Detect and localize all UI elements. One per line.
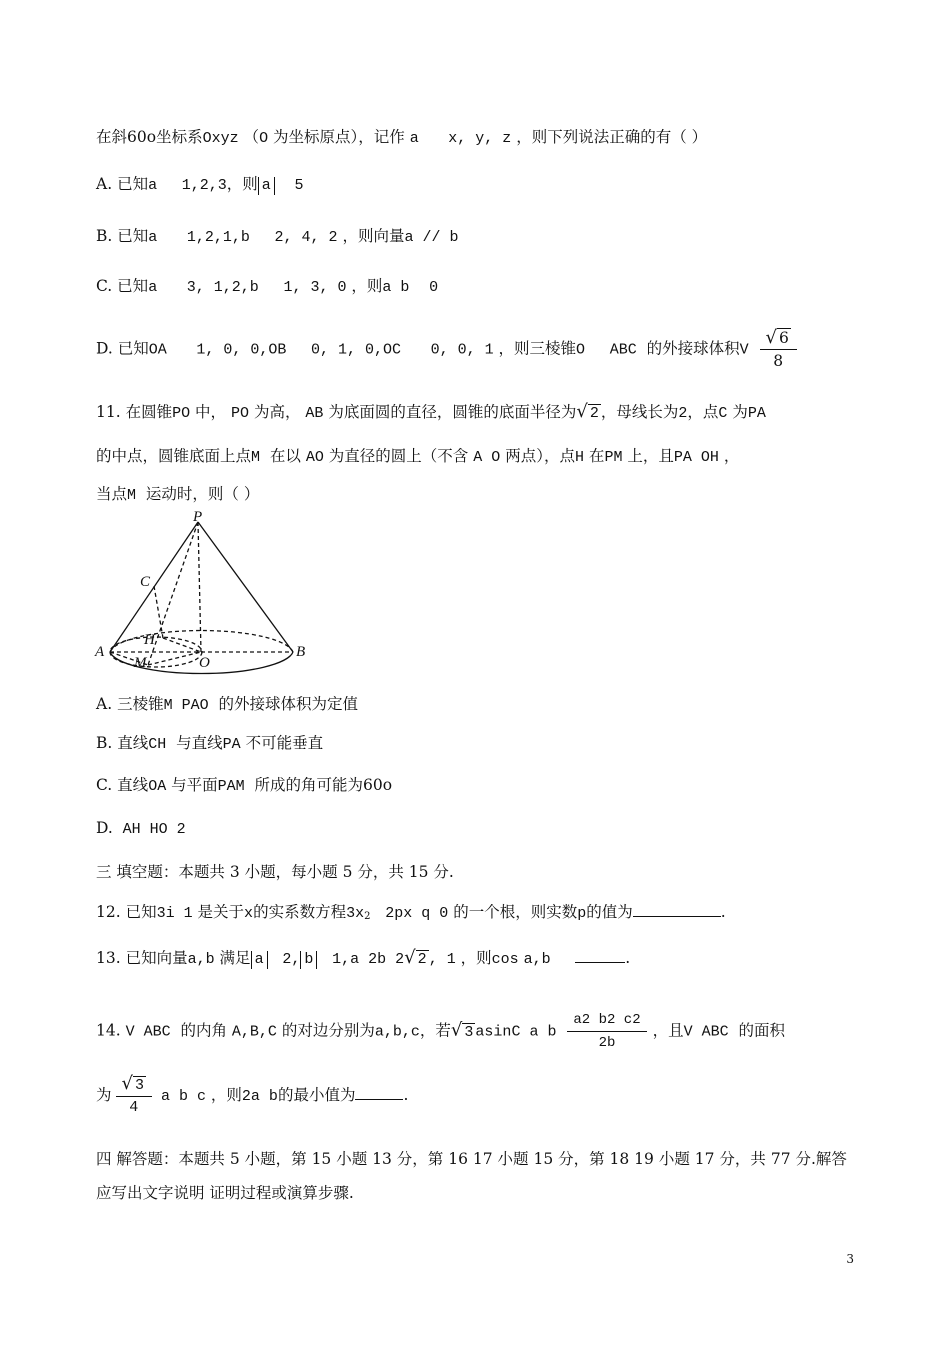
q11-stem-line2: 的中点，圆锥底面上点M 在以 AO 为直径的圆上（不含 A O 两点），点H 在PM 上，且PA OH ， (96, 447, 740, 466)
cone-line-pb (198, 522, 293, 652)
q10-option-d: D. 已知OA 1, 0, 0,OB 0, 1, 0,OC 0, 0, 1 ，则三棱锥O ABC 的外接球体积V $\frac{√ 6}{8}$ (96, 328, 803, 371)
label-m: M (134, 655, 147, 671)
section-4-heading-line2: 应写出文字说明 证明过程或演算步骤. (96, 1184, 354, 1202)
label-c: C (140, 574, 151, 590)
label-b: B (296, 644, 306, 660)
q12-answer-blank[interactable] (633, 916, 721, 917)
q11-option-a: A. 三棱锥M PAO 的外接球体积为定值 (96, 695, 358, 714)
q13-answer-blank[interactable] (575, 962, 625, 963)
q11-option-b: B. 直线CH 与直线PA 不可能垂直 (96, 734, 324, 753)
q14-answer-blank[interactable] (355, 1099, 403, 1100)
label-h: H (144, 632, 155, 648)
q11-stem-line3: 当点M 运动时，则（ ） (96, 485, 260, 504)
q10-option-a: A. 已知a 1,2,3，则 a 5 (96, 175, 304, 194)
q10-option-c: C. 已知a 3, 1,2,b 1, 3, 0 ，则a b 0 (96, 277, 439, 296)
q11-option-d: D. AH HO 2 (96, 819, 186, 838)
q12: 12. 已知3i 1 是关于x的实系数方程$3x_2$ 2px q 0 的一个根，则实数p的值为 . (96, 903, 726, 922)
q14-line2: 为 $\frac{√ 3}{4}$ a b c ，则2a b的最小值为 . (96, 1073, 409, 1116)
q10-option-b: B. 已知a 1,2,1,b 2, 4, 2 ，则向量a // b (96, 227, 459, 246)
q10-stem: 在斜60o坐标系Oxyz （O 为坐标原点），记作 a x, y, z ，则下列说法正确的有（ ） (96, 128, 708, 147)
q11-stem-line1: 11. 在圆锥PO 中， PO 为高， AB 为底面圆的直径，圆锥的底面半径为√ 2 ，母线长为2，点C 为PA (96, 401, 766, 422)
page-number: 3 (846, 1252, 854, 1266)
line-mo (148, 652, 201, 665)
cone-figure (90, 508, 320, 678)
label-p: P (193, 509, 203, 525)
line-ch (154, 586, 163, 638)
q13: 13. 已知向量a,b 满足 a 2, b 1,a 2b 2√ 2 , 1 ，则cos a,b . (96, 947, 631, 968)
label-o: O (199, 655, 210, 671)
section-3-heading: 三 填空题：本题共 3 小题，每小题 5 分，共 15 分. (96, 863, 454, 881)
label-a: A (95, 644, 105, 660)
height-po (198, 522, 201, 652)
q14-line1: 14. V ABC 的内角 A,B,C 的对边分别为a,b,c，若√ 3 asinC a b $\frac{a2 b2 c2}{2b}$ ，且V ABC 的面积 (96, 1012, 786, 1051)
section-4-heading-line1: 四 解答题：本题共 5 小题，第 15 小题 13 分，第 16 17 小题 15 分，第 18 19 小题 17 分，共 77 分.解答 (96, 1150, 847, 1168)
q11-option-c: C. 直线OA 与平面PAM 所成的角可能为60o (96, 776, 393, 795)
